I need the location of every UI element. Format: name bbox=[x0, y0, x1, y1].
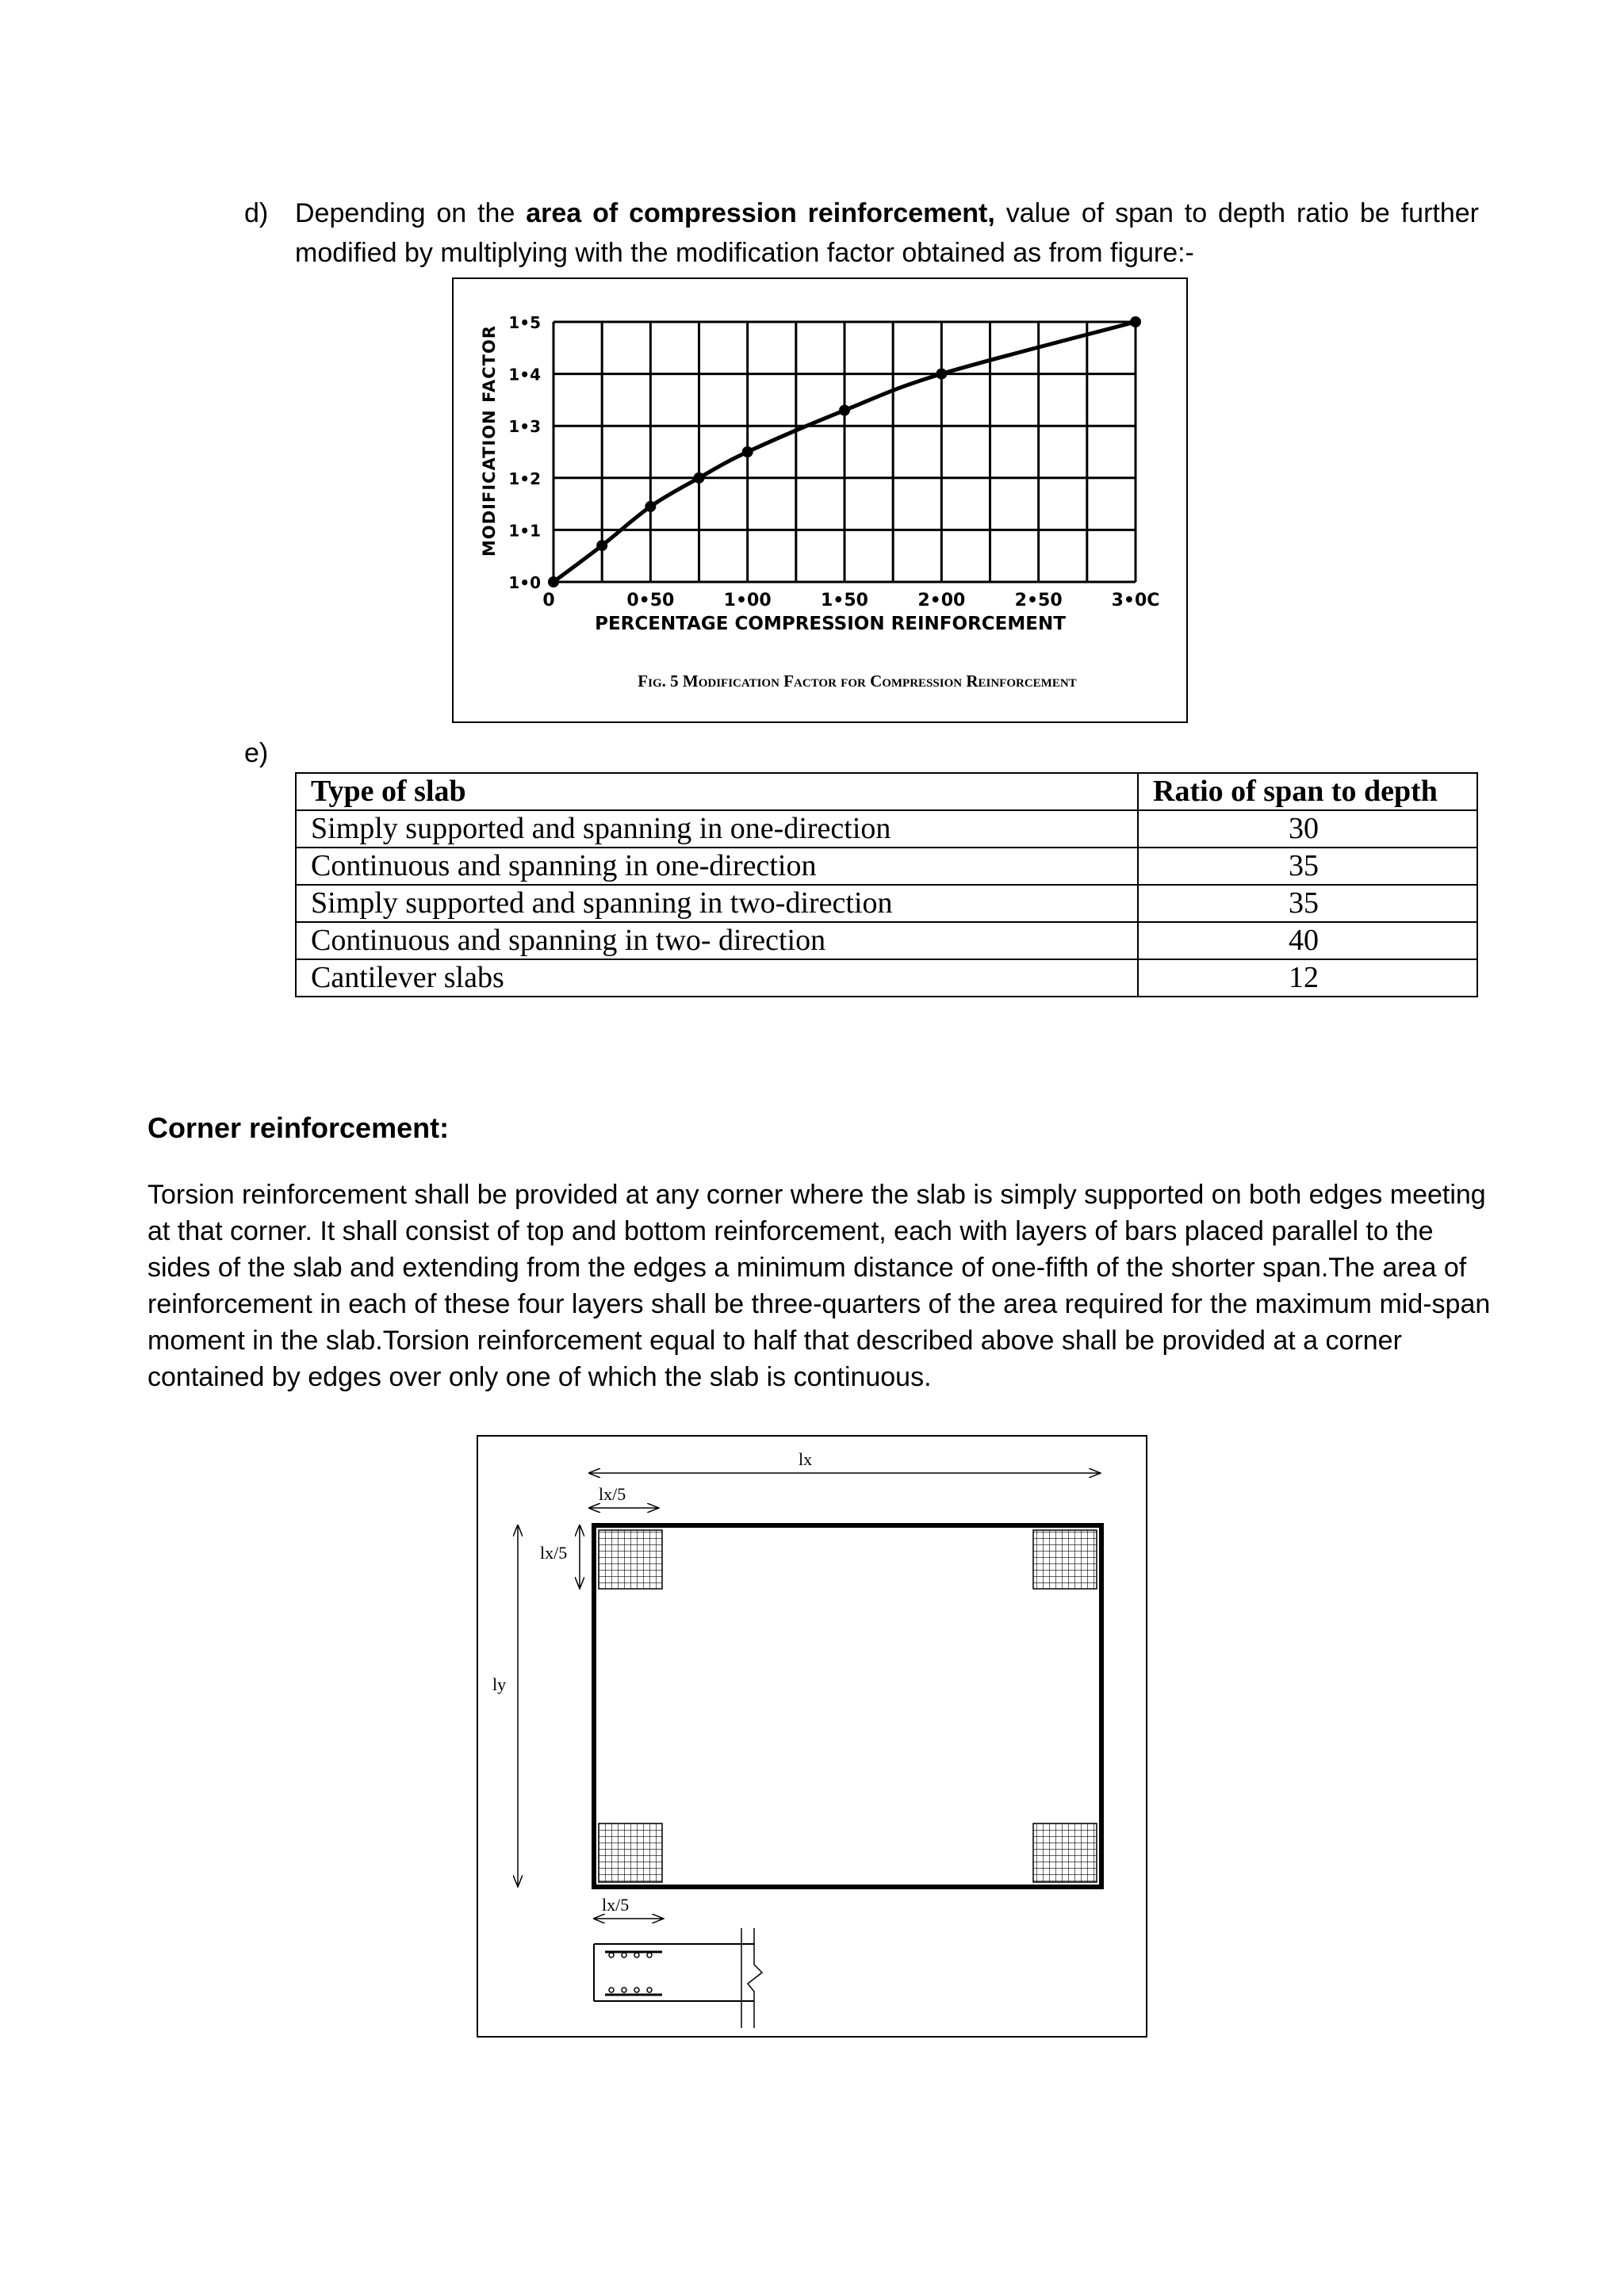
table-row bbox=[296, 810, 1477, 848]
table-row bbox=[296, 922, 1477, 959]
header-ratio: Ratio of span to depth bbox=[1138, 773, 1477, 810]
corner-mesh-bottom-left bbox=[599, 1823, 662, 1882]
item-d-text-bold: area of compression reinforcement, bbox=[526, 198, 995, 228]
slab-type-cell: Cantilever slabs bbox=[296, 959, 1138, 997]
x-tick-label: 3•0C bbox=[1111, 591, 1160, 610]
corner-reinforcement-paragraph: Torsion reinforcement shall be provided at any corner where the slab is simply supported on both edges meeting at that corner. It shall consist of top and bottom reinforcement, each with layers of bars placed parallel to the sides of the slab and extending from the edges a minimum distance of one-fifth of the shorter span.The area of reinforcement in each of these four layers shall be three-quarters of the area required for the maximum mid-span moment in the slab.Torsion reinforcement equal to half that described above shall be provided at a corner contained by edges over only one of which the slab is continuous. bbox=[147, 1180, 1491, 1392]
chart-ticks bbox=[508, 313, 1159, 610]
data-point bbox=[839, 405, 850, 416]
data-point bbox=[1130, 316, 1141, 327]
lx-label: lx bbox=[799, 1449, 813, 1469]
ly-label: ly bbox=[492, 1674, 507, 1694]
item-d-text-after: value of span to depth ratio be further modified by multiplying with the modification factor obtained as from figure:- bbox=[295, 198, 1479, 268]
corner-mesh-top-left bbox=[599, 1530, 662, 1589]
y-tick-label: 1•5 bbox=[508, 313, 541, 332]
corner-mesh-top-right bbox=[1033, 1530, 1097, 1589]
y-tick-label: 1•2 bbox=[508, 469, 541, 488]
x-tick-label: 2•00 bbox=[917, 591, 966, 610]
slab-section-detail bbox=[594, 1928, 762, 2028]
lx5-side-label: lx/5 bbox=[540, 1543, 568, 1563]
slab-type-cell: Simply supported and spanning in one-direction bbox=[296, 810, 1138, 848]
ratio-cell: 30 bbox=[1138, 810, 1477, 848]
lx5-bottom-label: lx/5 bbox=[602, 1895, 630, 1915]
chart-y-axis-label: MODIFICATION FACTOR bbox=[480, 324, 499, 557]
data-point bbox=[548, 576, 559, 587]
modification-factor-chart bbox=[454, 279, 1186, 721]
chart-grid bbox=[553, 322, 1136, 582]
slab-type-cell: Continuous and spanning in two- direction bbox=[296, 922, 1138, 959]
corner-mesh-bottom-right bbox=[1033, 1823, 1097, 1882]
header-type-of-slab: Type of slab bbox=[296, 773, 1138, 810]
data-point bbox=[645, 501, 656, 512]
y-tick-label: 1•1 bbox=[508, 521, 541, 541]
data-point bbox=[596, 540, 607, 551]
slab-type-cell: Continuous and spanning in one-direction bbox=[296, 848, 1138, 885]
y-tick-label: 1•0 bbox=[508, 573, 541, 592]
chart-x-axis-label: PERCENTAGE COMPRESSION REINFORCEMENT bbox=[595, 614, 1066, 634]
item-d-text-before: Depending on the bbox=[295, 198, 527, 228]
x-tick-label: 2•50 bbox=[1014, 591, 1063, 610]
ratio-cell: 12 bbox=[1138, 959, 1477, 997]
slab-plan-svg bbox=[478, 1437, 1146, 2036]
item-d-paragraph bbox=[244, 193, 1479, 273]
slab-type-cell: Simply supported and spanning in two-direction bbox=[296, 885, 1138, 922]
lx5-top-label: lx/5 bbox=[599, 1484, 626, 1504]
x-tick-label: 0 bbox=[542, 591, 555, 610]
table-header-row bbox=[296, 773, 1477, 810]
y-tick-label: 1•4 bbox=[508, 365, 541, 385]
table-row bbox=[296, 885, 1477, 922]
x-tick-label: 1•00 bbox=[723, 591, 772, 610]
data-point bbox=[742, 446, 753, 457]
data-point bbox=[694, 473, 705, 484]
item-d-marker: d) bbox=[244, 198, 269, 228]
span-depth-table bbox=[295, 772, 1478, 997]
x-tick-label: 1•50 bbox=[821, 591, 868, 610]
slab-outline bbox=[594, 1525, 1101, 1887]
table-row bbox=[296, 848, 1477, 885]
item-e-marker: e) bbox=[244, 738, 269, 768]
y-tick-label: 1•3 bbox=[508, 417, 541, 437]
data-point bbox=[936, 369, 947, 380]
ratio-cell: 35 bbox=[1138, 848, 1477, 885]
table-row bbox=[296, 959, 1477, 997]
corner-reinforcement-diagram bbox=[477, 1435, 1147, 2038]
x-tick-label: 0•50 bbox=[626, 591, 675, 610]
ratio-cell: 40 bbox=[1138, 922, 1477, 959]
ratio-cell: 35 bbox=[1138, 885, 1477, 922]
figure-5-caption: Fig. 5 Modification Factor for Compression Reinforcement bbox=[638, 672, 1077, 691]
corner-reinforcement-heading: Corner reinforcement: bbox=[147, 1112, 450, 1144]
figure-5 bbox=[452, 277, 1188, 723]
